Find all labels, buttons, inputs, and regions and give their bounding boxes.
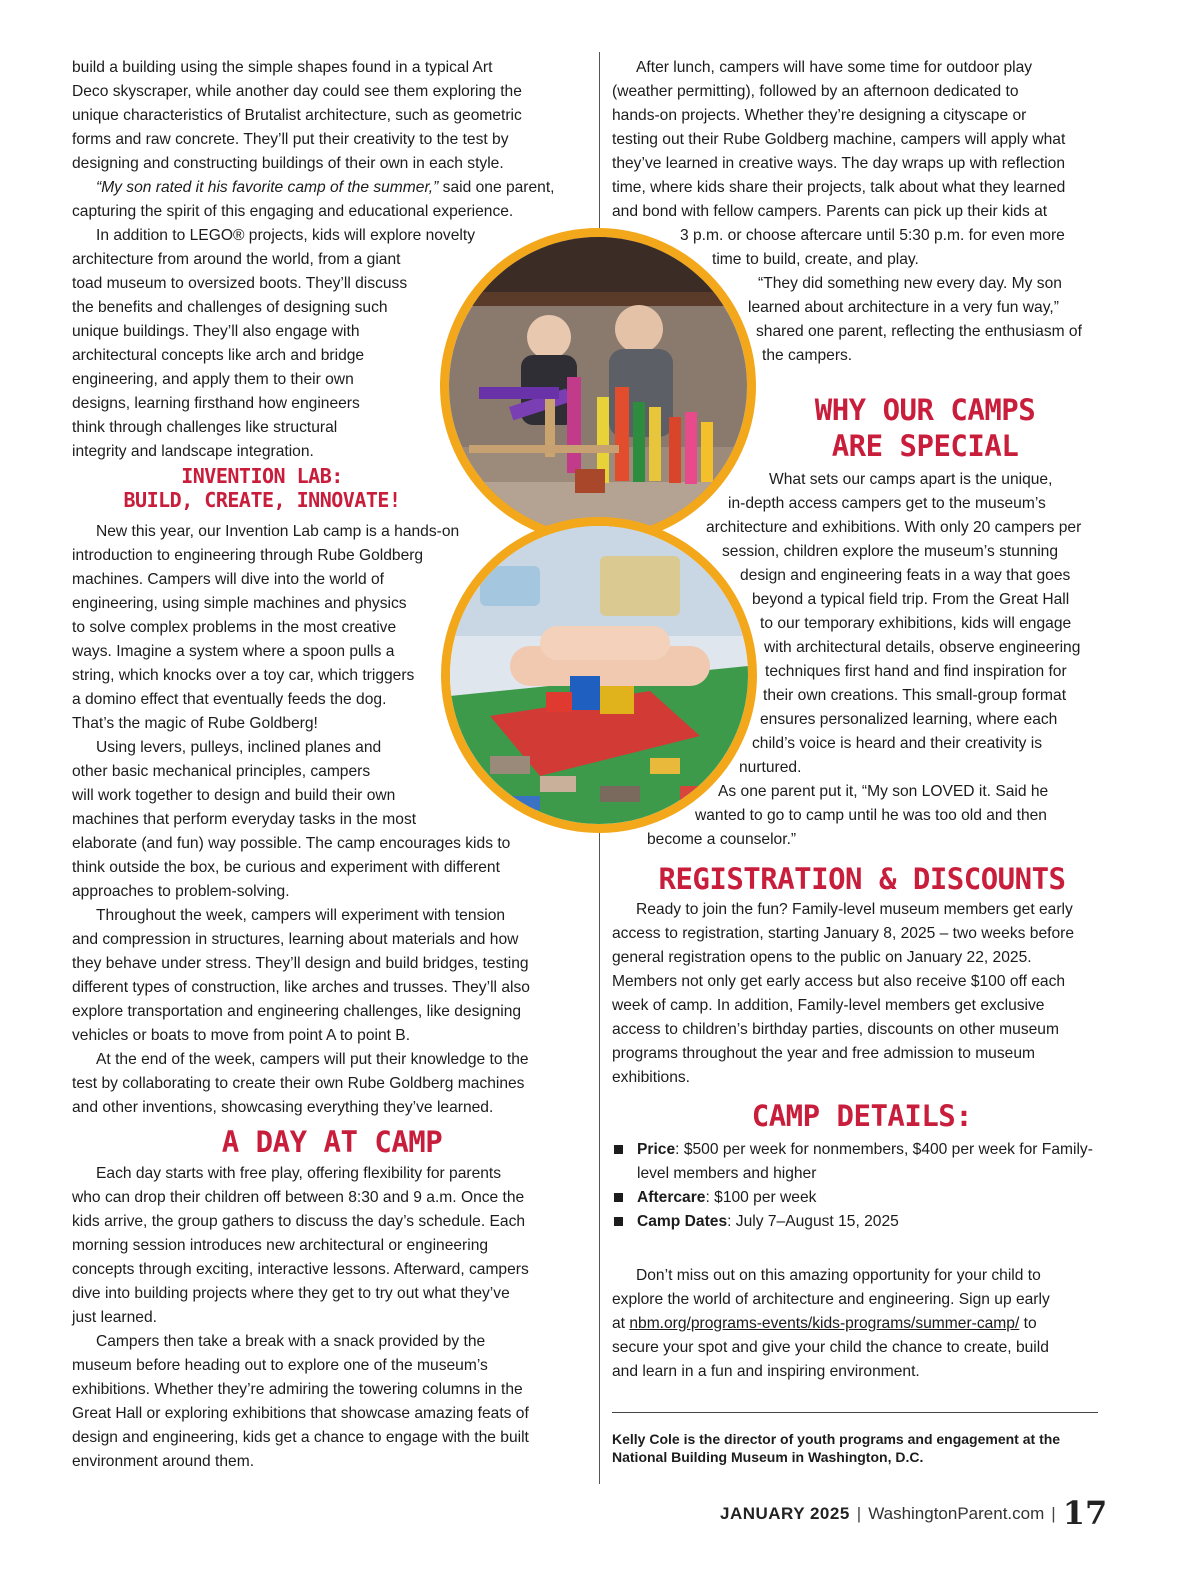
day-at-camp-heading: A DAY AT CAMP (221, 1125, 443, 1159)
bullet-square-icon (614, 1217, 623, 1226)
summer-camp-link[interactable]: nbm.org/programs-events/kids-programs/summer-camp/ (629, 1315, 1020, 1332)
paragraph-closing: Don’t miss out on this amazing opportunity for your child to explore the world of architecture and engineering. Sign up early at nbm.org/programs-events/kids-programs/summer-camp/ to secure your spot and give your child the chance to create, build and learn in a fun and inspiring environment. (612, 1267, 1050, 1380)
camp-details-list-block (612, 1138, 1112, 1234)
invention-lab-heading: INVENTION LAB: BUILD, CREATE, INNOVATE! (123, 464, 401, 512)
detail-item-dates: Camp Dates: July 7–August 15, 2025 (612, 1210, 1112, 1234)
quote-italic: “My son rated it his favorite camp of the summer,” (96, 179, 439, 196)
bullet-square-icon (614, 1193, 623, 1202)
paragraph-end-of-week: At the end of the week, campers will put their knowledge to the test by collaborating to create their own Rube Goldberg machines and other inventions, showcasing everything they’ve learned. (72, 1051, 529, 1116)
paragraph-parent-quote: “My son rated it his favorite camp of the summer,” said one parent, capturing the spirit of this engaging and educational experience. (72, 179, 555, 220)
detail-item-price: Price: $500 per week for nonmembers, $400 per week for Family- level members and higher (612, 1138, 1112, 1186)
footer-separator: | (856, 1504, 862, 1523)
paragraph-styles: build a building using the simple shapes found in a typical Art Deco skyscraper, while another day could see them exploring the unique characteristics of Brutalist architecture, such as geometric forms and raw concrete. They’ll put their creativity to the test by designing and constructing buildings of their own in each style. (72, 59, 522, 172)
photo-child-lego (441, 517, 757, 833)
camp-details-list (612, 1138, 1112, 1234)
bullet-square-icon (614, 1145, 623, 1154)
why-our-camps-heading: WHY OUR CAMPS ARE SPECIAL (814, 393, 1036, 463)
left-text-bottom (72, 1162, 592, 1474)
paragraph-afternoon: After lunch, campers will have some time for outdoor play (weather permitting), followed by an afternoon dedicated to hands-on projects. Whether they’re designing a cityscape or testing out their Rube Goldberg machine, campers will apply what they’ve learned in creative ways. The day wraps up with reflection time, where kids share their projects, talk about what they learned and bond with fellow campers. Parents can pick up their kids at 3 p.m. or choose aftercare until 5:30 p.m. for even more time to build, create, and play. (612, 59, 1066, 268)
bio-divider (612, 1412, 1098, 1413)
issue-date: JANUARY 2025 (720, 1504, 850, 1523)
author-bio: Kelly Cole is the director of youth programs and engagement at the National Building Museum in Washington, D.C. (612, 1431, 1061, 1465)
paragraph-snack-break: Campers then take a break with a snack provided by the museum before heading out to explore one of the museum’s exhibitions. Whether they’re admiring the towering columns in the Great Hall or exploring exhibitions that showcase amazing feats of design and engineering, kids get a chance to engage with the built environment around them. (72, 1333, 529, 1470)
paragraph-parent-quote-2: “They did something new every day. My son learned about architecture in a very fun way,” shared one parent, reflecting the enthusiasm of the campers. (748, 275, 1082, 364)
paragraph-levers: Using levers, pulleys, inclined planes and other basic mechanical principles, campers will work together to design and build their own machines that perform everyday tasks in the most elaborate (and fun) way possible. The camp encourages kids to think outside the box, be curious and experiment with different approaches to problem-solving. (72, 739, 511, 900)
paragraph-what-sets-apart: What sets our camps apart is the unique, in-depth access campers get to the museum’s architecture and exhibitions. With only 20 campers per session, children explore the museum’s stunning design and engineering feats in a way that goes beyond a typical field trip. From the Great Hall to our temporary exhibitions, kids will engage with architectural details, observe engineering techniques first hand and find inspiration for their own creations. This small-group format ensures personalized learning, where each child’s voice is heard and their creativity is nurtured. (706, 471, 1082, 776)
photo-kids-building-towers (440, 228, 756, 544)
paragraph-loved-it: As one parent put it, “My son LOVED it. Said he wanted to go to camp until he was too old and then become a counselor.” (647, 783, 1049, 848)
footer-page-separator: | (1051, 1504, 1056, 1523)
page-number: 17 (1062, 1493, 1108, 1532)
paragraph-invention-lab: New this year, our Invention Lab camp is a hands-on introduction to engineering through Rube Goldberg machines. Campers will dive into the world of engineering, using simple machines and physics to solve complex problems in the most creative ways. Imagine a system where a spoon pulls a string, which knocks over a toy car, which triggers a domino effect that eventually feeds the dog. That’s the magic of Rube Goldberg! (72, 523, 460, 732)
camp-details-heading: CAMP DETAILS: (751, 1099, 973, 1133)
paragraph-registration: Ready to join the fun? Family-level museum members get early access to registration, starting January 8, 2025 – two weeks before general registration opens to the public on January 22, 2025. Members not only get early access but also receive $100 off each week of camp. In addition, Family-level members get exclusive access to children’s birthday parties, discounts on other museum programs throughout the year and free admission to museum exhibitions. (612, 901, 1074, 1086)
paragraph-tension: Throughout the week, campers will experiment with tension and compression in structures, learning about materials and how they behave under stress. They’ll design and build bridges, testing different types of construction, like arches and trusses. They’ll also explore transportation and engineering challenges, like designing vehicles or boats to move from point A to point B. (72, 907, 530, 1044)
page-footer (720, 1493, 1108, 1532)
detail-item-aftercare: Aftercare: $100 per week (612, 1186, 1112, 1210)
right-text-registration (612, 898, 1112, 1090)
lego-building-illustration (450, 526, 748, 824)
registration-heading: REGISTRATION & DISCOUNTS (658, 862, 1066, 896)
right-text-closing (612, 1264, 1112, 1384)
building-towers-illustration (449, 237, 747, 535)
paragraph-daily-schedule: Each day starts with free play, offering flexibility for parents who can drop their children off between 8:30 and 9 a.m. Once the kids arrive, the group gathers to discuss the day’s schedule. Each morning session introduces new architectural or engineering concepts through exciting, interactive lessons. Afterward, campers dive into building projects where they get to try out what they’ve just learned. (72, 1165, 529, 1326)
paragraph-novelty: In addition to LEGO® projects, kids will explore novelty architecture from around the world, from a giant toad museum to oversized boots. They’ll discuss the benefits and challenges of designing such unique buildings. They’ll also engage with architectural concepts like arch and bridge engineering, and apply them to their own designs, learning firsthand how engineers think through challenges like structural integrity and landscape integration. (72, 227, 475, 460)
site-name: WashingtonParent.com (868, 1504, 1045, 1523)
